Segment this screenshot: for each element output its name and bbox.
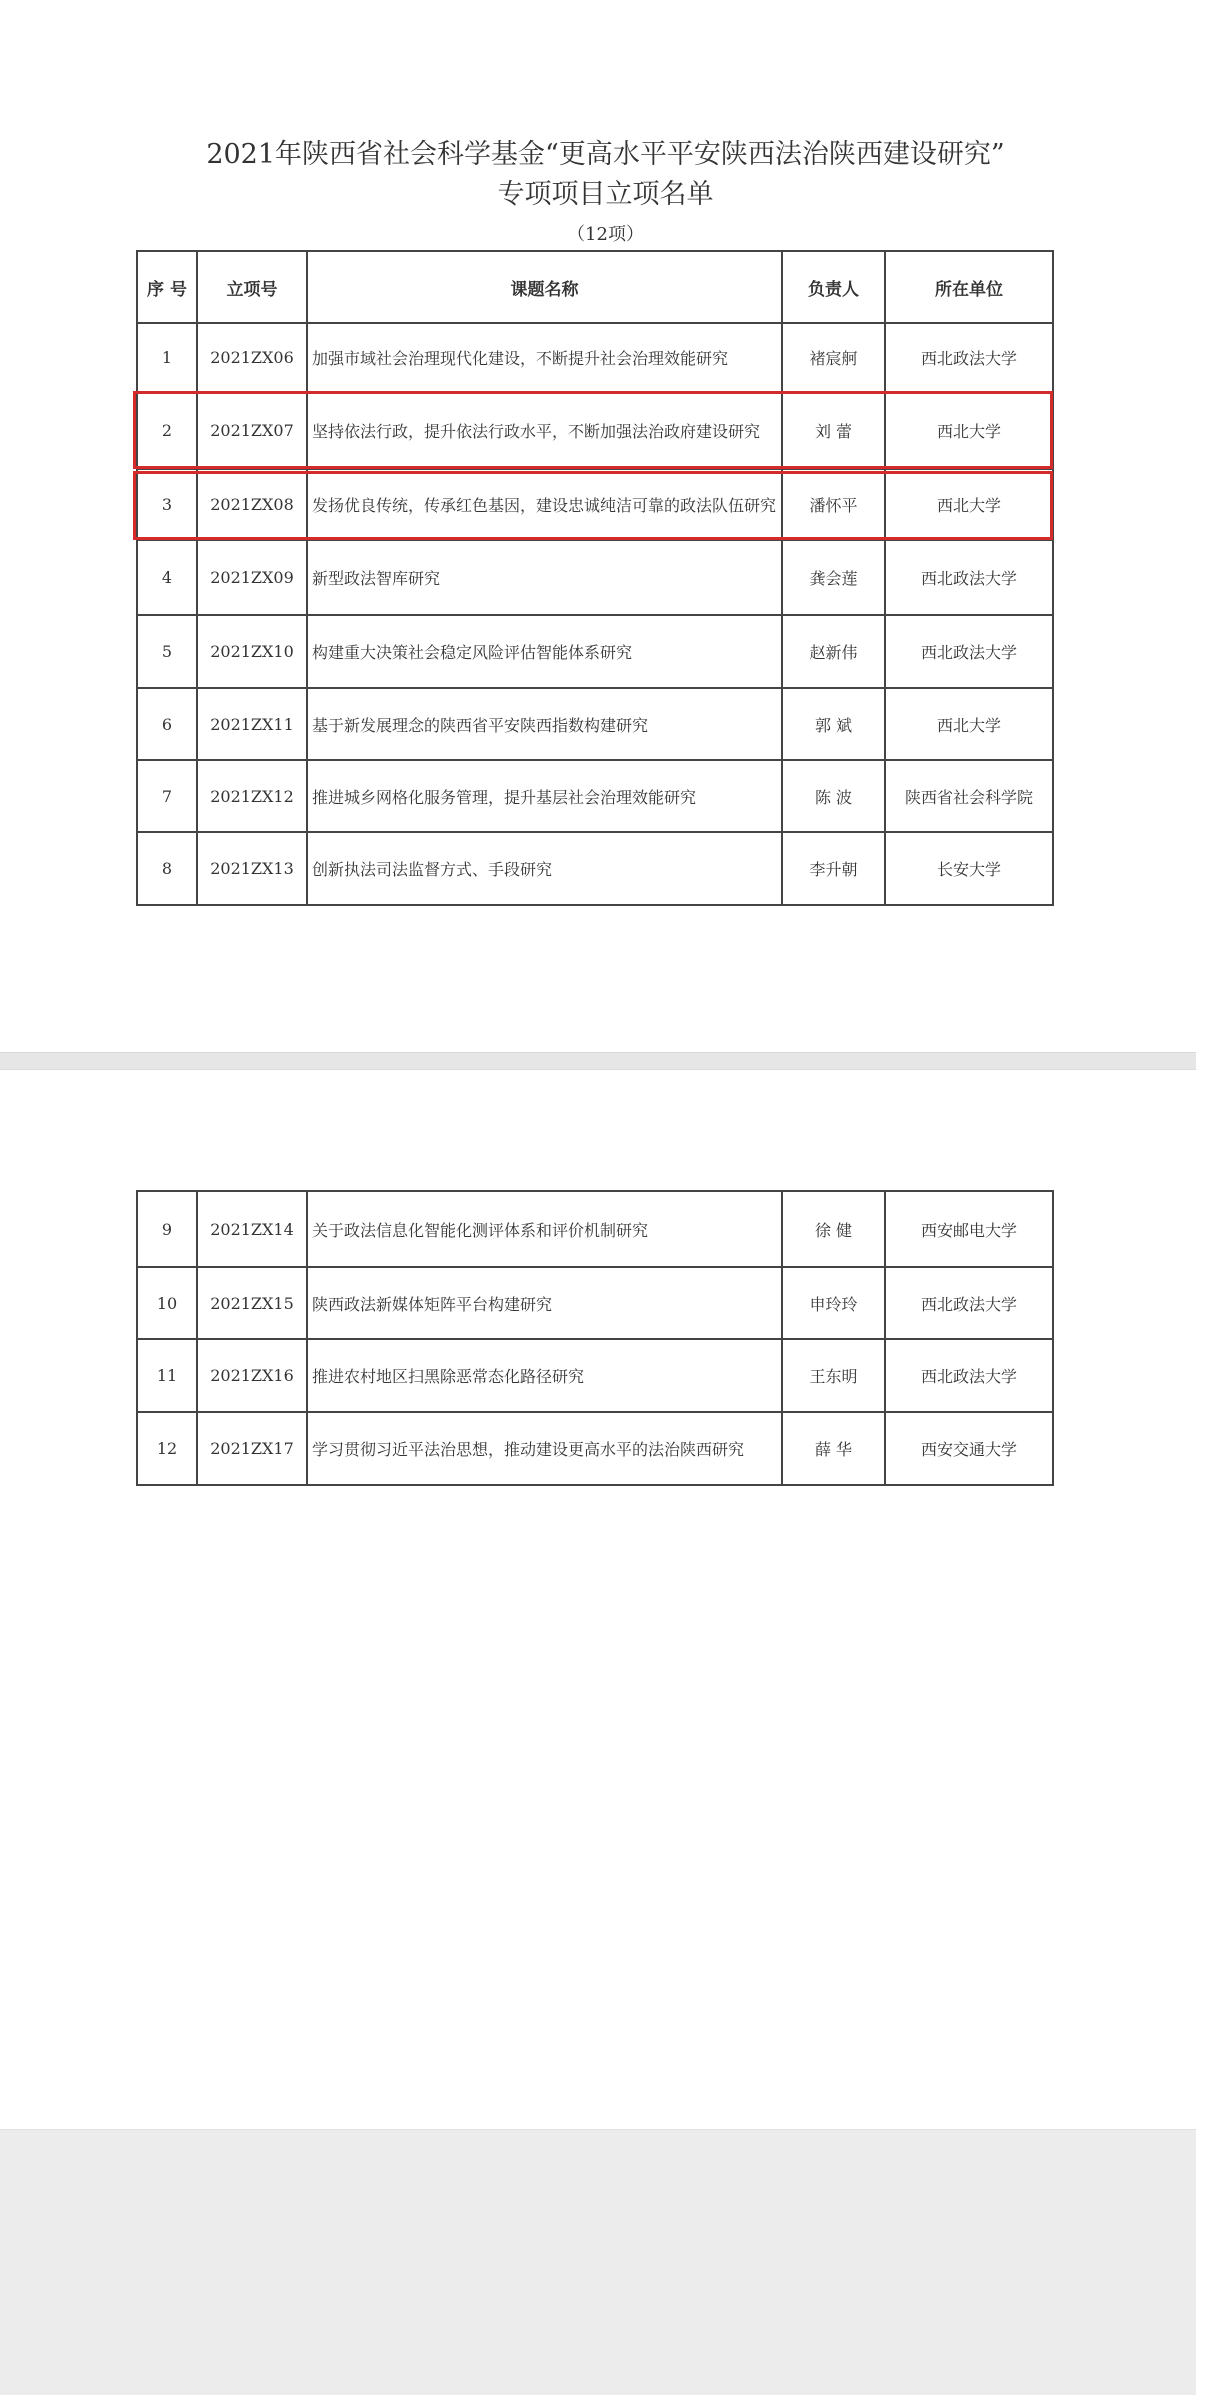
highlight-box-row-2	[133, 391, 1053, 469]
cell-leader: 李升朝	[782, 832, 885, 905]
cell-index: 9	[137, 1191, 197, 1267]
page-end-area	[0, 2129, 1196, 2395]
cell-topic: 推进城乡网格化服务管理，提升基层社会治理效能研究	[307, 760, 782, 832]
cell-project-id: 2021ZX08	[197, 469, 307, 540]
page-separator	[0, 1052, 1196, 1070]
cell-institution: 西北大学	[885, 392, 1053, 469]
cell-topic: 陕西政法新媒体矩阵平台构建研究	[307, 1267, 782, 1339]
project-table-page1	[136, 250, 1054, 906]
cell-project-id: 2021ZX09	[197, 540, 307, 615]
cell-project-id: 2021ZX13	[197, 832, 307, 905]
highlight-box-row-3	[133, 471, 1053, 540]
cell-leader: 申玲玲	[782, 1267, 885, 1339]
cell-leader: 潘怀平	[782, 469, 885, 540]
cell-leader: 徐 健	[782, 1191, 885, 1267]
cell-institution: 西北政法大学	[885, 1267, 1053, 1339]
cell-leader: 刘 蕾	[782, 392, 885, 469]
cell-index: 1	[137, 323, 197, 392]
cell-index: 7	[137, 760, 197, 832]
table-row	[137, 832, 1053, 905]
table-row	[137, 1339, 1053, 1412]
cell-project-id: 2021ZX11	[197, 688, 307, 760]
cell-index: 8	[137, 832, 197, 905]
cell-topic: 坚持依法行政，提升依法行政水平，不断加强法治政府建设研究	[307, 392, 782, 469]
cell-leader: 褚宸舸	[782, 323, 885, 392]
cell-topic: 创新执法司法监督方式、手段研究	[307, 832, 782, 905]
header-leader: 负责人	[782, 251, 885, 323]
cell-institution: 西北政法大学	[885, 1339, 1053, 1412]
cell-topic: 推进农村地区扫黑除恶常态化路径研究	[307, 1339, 782, 1412]
cell-institution: 西北政法大学	[885, 615, 1053, 688]
cell-index: 4	[137, 540, 197, 615]
table-row	[137, 1267, 1053, 1339]
cell-index: 2	[137, 392, 197, 469]
cell-topic: 新型政法智库研究	[307, 540, 782, 615]
cell-institution: 西北大学	[885, 469, 1053, 540]
cell-topic: 关于政法信息化智能化测评体系和评价机制研究	[307, 1191, 782, 1267]
project-count: （12项）	[567, 224, 644, 245]
cell-leader: 薛 华	[782, 1412, 885, 1485]
cell-index: 3	[137, 469, 197, 540]
table-header-row	[137, 251, 1053, 323]
header-topic: 课题名称	[307, 251, 782, 323]
cell-index: 11	[137, 1339, 197, 1412]
cell-project-id: 2021ZX10	[197, 615, 307, 688]
table-row	[137, 1191, 1053, 1267]
cell-institution: 西安邮电大学	[885, 1191, 1053, 1267]
cell-leader: 郭 斌	[782, 688, 885, 760]
header-project-id: 立项号	[197, 251, 307, 323]
cell-project-id: 2021ZX12	[197, 760, 307, 832]
cell-project-id: 2021ZX14	[197, 1191, 307, 1267]
table-row	[137, 615, 1053, 688]
cell-index: 12	[137, 1412, 197, 1485]
table-row	[137, 760, 1053, 832]
cell-leader: 陈 波	[782, 760, 885, 832]
cell-institution: 西北政法大学	[885, 323, 1053, 392]
cell-topic: 学习贯彻习近平法治思想，推动建设更高水平的法治陕西研究	[307, 1412, 782, 1485]
document-subtitle: 专项项目立项名单	[497, 179, 714, 210]
header-index: 序 号	[137, 251, 197, 323]
table-row	[137, 540, 1053, 615]
cell-project-id: 2021ZX16	[197, 1339, 307, 1412]
cell-institution: 西北政法大学	[885, 540, 1053, 615]
cell-index: 10	[137, 1267, 197, 1339]
cell-institution: 陕西省社会科学院	[885, 760, 1053, 832]
cell-leader: 王东明	[782, 1339, 885, 1412]
document-title: 2021年陕西省社会科学基金“更高水平平安陕西法治陕西建设研究”	[206, 139, 1005, 170]
cell-institution: 长安大学	[885, 832, 1053, 905]
cell-leader: 龚会莲	[782, 540, 885, 615]
table-row	[137, 688, 1053, 760]
cell-topic: 构建重大决策社会稳定风险评估智能体系研究	[307, 615, 782, 688]
header-institution: 所在单位	[885, 251, 1053, 323]
cell-project-id: 2021ZX17	[197, 1412, 307, 1485]
cell-project-id: 2021ZX06	[197, 323, 307, 392]
cell-topic: 基于新发展理念的陕西省平安陕西指数构建研究	[307, 688, 782, 760]
table-row	[137, 1412, 1053, 1485]
cell-topic: 发扬优良传统，传承红色基因，建设忠诚纯洁可靠的政法队伍研究	[307, 469, 782, 540]
cell-project-id: 2021ZX15	[197, 1267, 307, 1339]
cell-leader: 赵新伟	[782, 615, 885, 688]
cell-institution: 西安交通大学	[885, 1412, 1053, 1485]
cell-topic: 加强市域社会治理现代化建设，不断提升社会治理效能研究	[307, 323, 782, 392]
project-table-page2	[136, 1190, 1054, 1486]
cell-institution: 西北大学	[885, 688, 1053, 760]
cell-index: 6	[137, 688, 197, 760]
cell-project-id: 2021ZX07	[197, 392, 307, 469]
table-row	[137, 323, 1053, 392]
cell-index: 5	[137, 615, 197, 688]
